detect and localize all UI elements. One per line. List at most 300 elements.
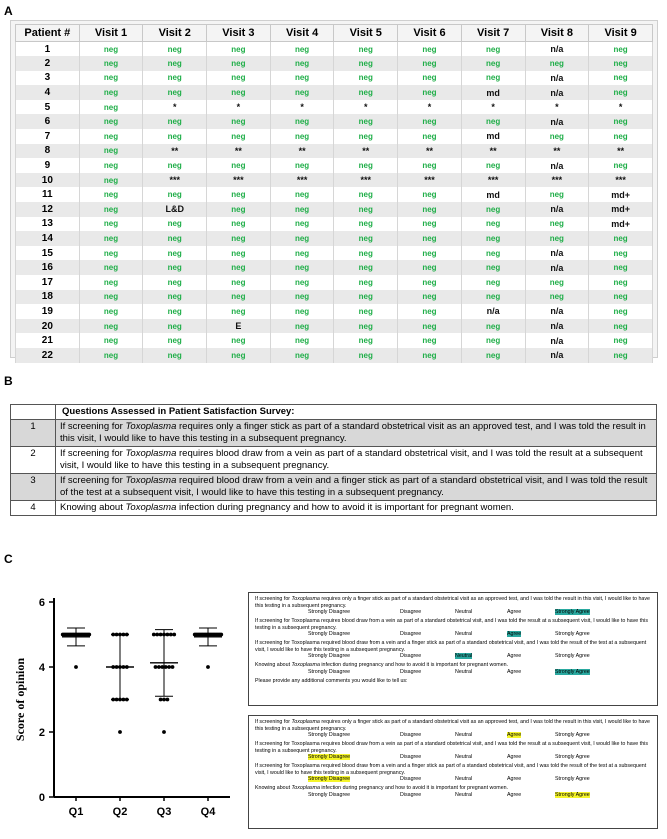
visit-result-cell: neg <box>143 290 207 305</box>
visit-result-cell: neg <box>461 275 525 290</box>
patient-id-cell: 8 <box>16 144 80 159</box>
survey-option-slot <box>307 631 399 638</box>
visit-result-cell: md+ <box>589 217 653 232</box>
survey-option[interactable]: Strongly Agree <box>555 776 590 782</box>
survey-option[interactable]: Strongly Agree <box>555 754 590 760</box>
visit-result-cell: neg <box>334 275 398 290</box>
visit-result-cell: neg <box>143 217 207 232</box>
visit-result-cell: neg <box>334 85 398 100</box>
survey-options <box>255 653 651 660</box>
visit-result-cell: neg <box>398 319 462 334</box>
visit-result-cell: neg <box>79 158 143 173</box>
visit-result-cell: neg <box>143 129 207 144</box>
survey-option-slot <box>399 609 454 616</box>
visit-result-cell: neg <box>334 246 398 261</box>
data-point <box>171 665 175 669</box>
visit-result-cell: neg <box>589 275 653 290</box>
visit-results-header-row <box>16 25 653 42</box>
survey-question-pre: If screening for <box>255 618 292 624</box>
data-point <box>155 633 159 637</box>
visit-result-cell: ** <box>207 144 271 159</box>
survey-question-organism: Toxoplasma <box>291 596 320 602</box>
survey-option-slot <box>554 732 614 739</box>
survey-questions-table <box>10 404 657 516</box>
survey-option-slot <box>454 776 506 783</box>
survey-option-slot <box>307 609 399 616</box>
survey-option[interactable]: Strongly Agree <box>555 732 590 738</box>
survey-option[interactable]: Agree <box>507 754 522 760</box>
survey-question <box>255 719 651 739</box>
patient-id-cell: 1 <box>16 42 80 57</box>
survey-option[interactable]: Disagree <box>400 668 422 675</box>
visit-result-cell: neg <box>334 260 398 275</box>
table-row <box>11 501 657 516</box>
visit-result-cell: n/a <box>525 304 589 319</box>
visit-table-header-8: Visit 8 <box>525 25 589 42</box>
visit-result-cell: ** <box>461 144 525 159</box>
survey-options <box>255 669 651 676</box>
visit-result-cell: neg <box>398 217 462 232</box>
table-row <box>16 85 653 100</box>
question-text-organism: Toxoplasma <box>125 475 177 486</box>
visit-result-cell: neg <box>334 187 398 202</box>
survey-question-text <box>255 596 651 609</box>
visit-result-cell: neg <box>207 158 271 173</box>
visit-result-cell: neg <box>334 158 398 173</box>
visit-result-cell: *** <box>461 173 525 188</box>
visit-result-cell: neg <box>79 348 143 363</box>
survey-option-slot <box>506 776 554 783</box>
table-row <box>16 202 653 217</box>
visit-result-cell: neg <box>334 56 398 71</box>
visit-result-cell: neg <box>334 231 398 246</box>
data-point <box>162 698 166 702</box>
visit-table-header-2: Visit 2 <box>143 25 207 42</box>
survey-option-slot <box>399 669 454 676</box>
visit-result-cell: neg <box>143 85 207 100</box>
visit-result-cell: neg <box>334 114 398 129</box>
visit-result-cell: neg <box>398 231 462 246</box>
panel-label-a: A <box>4 4 13 18</box>
data-point <box>166 633 170 637</box>
survey-option-slot <box>454 653 506 660</box>
survey-option-slot <box>307 776 399 783</box>
visit-result-cell: n/a <box>525 246 589 261</box>
survey-option[interactable]: Strongly Agree <box>555 631 590 637</box>
visit-result-cell: * <box>398 100 462 115</box>
visit-result-cell: neg <box>207 246 271 261</box>
opinion-score-chart <box>8 590 240 835</box>
visit-result-cell: neg <box>79 114 143 129</box>
visit-result-cell: ** <box>525 144 589 159</box>
survey-option[interactable]: Agree <box>507 609 522 615</box>
visit-result-cell: neg <box>143 275 207 290</box>
table-row <box>16 231 653 246</box>
survey-option[interactable]: Neutral <box>455 791 473 798</box>
survey-question <box>255 741 651 761</box>
survey-option[interactable]: Neutral <box>455 668 473 675</box>
survey-option-selected[interactable]: Agree <box>507 631 522 637</box>
visit-table-header-6: Visit 6 <box>398 25 462 42</box>
visit-result-cell: neg <box>270 333 334 348</box>
table-row <box>16 42 653 57</box>
data-point <box>152 633 156 637</box>
survey-option-selected[interactable]: Neutral <box>455 653 473 659</box>
visit-result-cell: md <box>461 85 525 100</box>
visit-result-cell: neg <box>270 290 334 305</box>
visit-result-cell: neg <box>207 304 271 319</box>
question-text-pre: Knowing about <box>60 502 126 513</box>
survey-option-slot <box>399 776 454 783</box>
visit-result-cell: neg <box>525 187 589 202</box>
visit-result-cell: neg <box>79 100 143 115</box>
survey-option[interactable]: Agree <box>507 791 522 798</box>
visit-result-cell: neg <box>461 231 525 246</box>
visit-result-cell: n/a <box>525 71 589 86</box>
visit-result-cell: *** <box>207 173 271 188</box>
survey-question <box>255 596 651 616</box>
survey-options <box>255 792 651 799</box>
visit-result-cell: neg <box>334 129 398 144</box>
table-row <box>16 187 653 202</box>
visit-result-cell: neg <box>207 114 271 129</box>
panel-label-c: C <box>4 552 13 566</box>
visit-result-cell: * <box>589 100 653 115</box>
visit-result-cell: neg <box>525 275 589 290</box>
visit-result-cell: neg <box>398 42 462 57</box>
question-number: 4 <box>11 501 56 516</box>
visit-result-cell: neg <box>207 290 271 305</box>
patient-id-cell: 18 <box>16 290 80 305</box>
question-text-pre: If screening for <box>60 421 126 432</box>
visit-results-body <box>16 42 653 363</box>
patient-id-cell: 20 <box>16 319 80 334</box>
survey-question-text <box>255 618 651 631</box>
patient-id-cell: 13 <box>16 217 80 232</box>
visit-result-cell: neg <box>207 85 271 100</box>
question-number: 2 <box>11 447 56 474</box>
visit-result-cell: neg <box>334 290 398 305</box>
survey-option[interactable]: Agree <box>507 653 522 659</box>
survey-option-slot <box>399 754 454 761</box>
survey-options <box>255 754 651 761</box>
patient-id-cell: 14 <box>16 231 80 246</box>
visit-result-cell: neg <box>525 231 589 246</box>
survey-option-slot <box>454 792 506 799</box>
visit-result-cell: *** <box>334 173 398 188</box>
survey-questions-header: Questions Assessed in Patient Satisfaction Survey: <box>56 405 657 420</box>
survey-option[interactable]: Strongly Disagree <box>308 791 351 798</box>
patient-id-cell: 16 <box>16 260 80 275</box>
patient-id-cell: 6 <box>16 114 80 129</box>
data-point <box>154 665 158 669</box>
survey-option[interactable]: Disagree <box>400 653 422 659</box>
visit-result-cell: neg <box>461 202 525 217</box>
survey-option[interactable]: Strongly Disagree <box>308 609 351 615</box>
patient-id-cell: 3 <box>16 71 80 86</box>
survey-option-selected[interactable]: Strongly Agree <box>555 668 590 675</box>
visit-result-cell: neg <box>270 260 334 275</box>
visit-result-cell: neg <box>398 246 462 261</box>
table-row <box>16 260 653 275</box>
patient-id-cell: 9 <box>16 158 80 173</box>
visit-results-table-container <box>10 20 658 361</box>
visit-result-cell: neg <box>270 319 334 334</box>
visit-result-cell: neg <box>334 42 398 57</box>
survey-option[interactable]: Neutral <box>455 631 473 637</box>
survey-option[interactable]: Strongly Disagree <box>308 653 351 659</box>
data-point <box>159 633 163 637</box>
survey-option[interactable]: Disagree <box>400 631 422 637</box>
survey-option-slot <box>307 792 399 799</box>
survey-option-slot <box>454 609 506 616</box>
survey-option[interactable]: Disagree <box>400 776 422 782</box>
survey-question <box>255 763 651 783</box>
visit-result-cell: n/a <box>525 158 589 173</box>
visit-result-cell: neg <box>589 348 653 363</box>
visit-result-cell: ** <box>270 144 334 159</box>
visit-result-cell: neg <box>79 246 143 261</box>
patient-id-cell: 21 <box>16 333 80 348</box>
visit-result-cell: neg <box>589 231 653 246</box>
x-tick-label: Q4 <box>200 806 216 818</box>
visit-result-cell: neg <box>143 348 207 363</box>
visit-result-cell: neg <box>525 56 589 71</box>
table-row <box>16 129 653 144</box>
survey-question-organism: Toxoplasma <box>291 719 320 725</box>
visit-result-cell: neg <box>143 187 207 202</box>
survey-option[interactable]: Neutral <box>455 754 473 760</box>
survey-question-pre: If screening for <box>255 596 292 602</box>
visit-result-cell: neg <box>461 319 525 334</box>
survey-options <box>255 609 651 616</box>
visit-table-header-9: Visit 9 <box>589 25 653 42</box>
visit-result-cell: neg <box>79 217 143 232</box>
visit-result-cell: neg <box>79 290 143 305</box>
visit-result-cell: neg <box>207 260 271 275</box>
visit-result-cell: *** <box>143 173 207 188</box>
survey-question-pre: If screening for <box>255 719 292 725</box>
survey-option-slot <box>506 631 554 638</box>
visit-result-cell: neg <box>79 71 143 86</box>
survey-option-slot <box>506 792 554 799</box>
survey-option[interactable]: Strongly Disagree <box>308 668 351 675</box>
table-row <box>16 246 653 261</box>
survey-option[interactable]: Neutral <box>455 732 473 738</box>
y-tick-label: 0 <box>38 792 45 804</box>
question-text-post: required blood draw from a vein and a finger stick as part of a standard obstetrical visit, and I was told the result of the test at a subsequent visit, I would like to have this testing in a subsequent pregnancy. <box>60 475 648 498</box>
question-number: 1 <box>11 420 56 447</box>
visit-result-cell: neg <box>398 333 462 348</box>
survey-option-selected[interactable]: Strongly Disagree <box>308 754 351 760</box>
question-text-pre: If screening for <box>60 448 126 459</box>
visit-result-cell: neg <box>334 304 398 319</box>
visit-result-cell: neg <box>589 56 653 71</box>
visit-result-cell: neg <box>398 260 462 275</box>
survey-option[interactable]: Agree <box>507 776 522 782</box>
visit-result-cell: neg <box>270 158 334 173</box>
x-tick-label: Q1 <box>68 806 84 818</box>
survey-option-slot <box>554 669 614 676</box>
visit-result-cell: neg <box>79 319 143 334</box>
survey-question-pre: If screening for <box>255 763 292 769</box>
visit-result-cell: * <box>525 100 589 115</box>
survey-option-slot <box>454 732 506 739</box>
survey-option-slot <box>307 669 399 676</box>
question-text-pre: If screening for <box>60 475 126 486</box>
survey-option[interactable]: Neutral <box>455 776 473 782</box>
visit-result-cell: neg <box>461 114 525 129</box>
survey-question-pre: If screening for <box>255 640 292 646</box>
survey-question-text <box>255 763 651 776</box>
survey-option[interactable]: Disagree <box>400 791 422 798</box>
survey-option[interactable]: Disagree <box>400 754 422 760</box>
visit-result-cell: neg <box>79 304 143 319</box>
visit-result-cell: E <box>207 319 271 334</box>
survey-question-post: Toxoplasma requires blood draw from a vein as part of a standard obstetrical visit, and I was told the result at a subsequent visit, I would like to have this testing in a subsequent pregnancy. <box>255 618 648 631</box>
survey-option[interactable]: Disagree <box>400 732 422 738</box>
visit-result-cell: neg <box>270 129 334 144</box>
survey-question-text <box>255 719 651 732</box>
data-point <box>206 665 210 669</box>
survey-option-slot <box>506 653 554 660</box>
visit-result-cell: neg <box>334 71 398 86</box>
visit-result-cell: neg <box>270 348 334 363</box>
data-point <box>219 633 223 637</box>
survey-option-selected[interactable]: Strongly Agree <box>555 609 590 615</box>
table-row <box>16 158 653 173</box>
survey-option-slot <box>399 792 454 799</box>
survey-option-slot <box>307 732 399 739</box>
visit-result-cell: L&D <box>143 202 207 217</box>
survey-question-post: Toxoplasma required blood draw from a vein and a finger stick as part of a standard obstetrical visit, and I was told the result of the test at a subsequent visit, I would like to have this testing in a subsequent pregnancy. <box>255 640 647 653</box>
survey-option-selected[interactable]: Strongly Disagree <box>308 776 351 782</box>
survey-option[interactable]: Disagree <box>400 609 422 615</box>
visit-result-cell: neg <box>207 202 271 217</box>
visit-result-cell: neg <box>143 304 207 319</box>
survey-option-slot <box>554 754 614 761</box>
visit-result-cell: neg <box>270 114 334 129</box>
survey-option[interactable]: Agree <box>507 668 522 675</box>
visit-result-cell: ** <box>589 144 653 159</box>
survey-option[interactable]: Strongly Disagree <box>308 631 351 637</box>
visit-result-cell: neg <box>461 348 525 363</box>
question-text-organism: Toxoplasma <box>125 421 177 432</box>
survey-option-slot <box>307 754 399 761</box>
visit-result-cell: neg <box>398 114 462 129</box>
data-point <box>166 698 170 702</box>
table-row <box>11 420 657 447</box>
visit-result-cell: neg <box>270 56 334 71</box>
visit-result-cell: neg <box>79 260 143 275</box>
table-row <box>16 290 653 305</box>
question-text-organism: Toxoplasma <box>125 448 177 459</box>
visit-result-cell: neg <box>79 144 143 159</box>
visit-result-cell: neg <box>334 333 398 348</box>
visit-result-cell: neg <box>207 129 271 144</box>
visit-result-cell: neg <box>589 260 653 275</box>
table-row <box>16 319 653 334</box>
survey-questions-body <box>11 420 657 516</box>
patient-id-cell: 19 <box>16 304 80 319</box>
survey-option-slot <box>506 609 554 616</box>
survey-question-post: requires only a finger stick as part of a standard obstetrical visit as an approved test, and I was told the result in this visit, I would like to have this testing in a subsequent pregnancy. <box>255 719 650 732</box>
data-point <box>118 730 122 734</box>
survey-option-slot <box>554 776 614 783</box>
data-point <box>74 665 78 669</box>
table-row <box>16 100 653 115</box>
survey-comments-prompt: Please provide any additional comments you would like to tell us: <box>255 677 408 684</box>
survey-question-post: Toxoplasma required blood draw from a vein and a finger stick as part of a standard obstetrical visit, and I was told the result of the test at a subsequent visit, I would like to have this testing in a subsequent pregnancy. <box>255 763 647 776</box>
visit-result-cell: n/a <box>525 319 589 334</box>
visit-result-cell: neg <box>143 231 207 246</box>
visit-table-header-3: Visit 3 <box>207 25 271 42</box>
patient-id-cell: 11 <box>16 187 80 202</box>
visit-result-cell: neg <box>79 333 143 348</box>
visit-result-cell: n/a <box>525 85 589 100</box>
visit-result-cell: * <box>334 100 398 115</box>
visit-result-cell: neg <box>461 56 525 71</box>
table-row <box>16 275 653 290</box>
visit-result-cell: neg <box>589 304 653 319</box>
visit-result-cell: neg <box>398 129 462 144</box>
survey-option[interactable]: Neutral <box>455 609 473 615</box>
survey-question-post: infection during pregnancy and how to avoid it is important for pregnant women. <box>319 785 509 791</box>
survey-option[interactable]: Strongly Agree <box>555 653 590 659</box>
table-row <box>16 71 653 86</box>
visit-result-cell: neg <box>398 348 462 363</box>
visit-result-cell: neg <box>207 56 271 71</box>
visit-result-cell: neg <box>334 319 398 334</box>
y-axis-label: Score of opinion <box>13 657 27 742</box>
visit-result-cell: neg <box>270 42 334 57</box>
table-row <box>16 333 653 348</box>
visit-result-cell: neg <box>207 333 271 348</box>
survey-option-selected[interactable]: Agree <box>507 732 522 738</box>
visit-result-cell: neg <box>461 246 525 261</box>
visit-result-cell: neg <box>79 85 143 100</box>
visit-result-cell: n/a <box>461 304 525 319</box>
table-row <box>16 114 653 129</box>
survey-question-post: requires only a finger stick as part of a standard obstetrical visit as an approved test, and I was told the result in this visit, I would like to have this testing in a subsequent pregnancy. <box>255 596 650 609</box>
visit-result-cell: neg <box>461 333 525 348</box>
visit-result-cell: * <box>270 100 334 115</box>
survey-option-slot <box>399 653 454 660</box>
table-row <box>16 217 653 232</box>
visit-result-cell: neg <box>334 217 398 232</box>
table-row <box>16 304 653 319</box>
visit-result-cell: neg <box>270 187 334 202</box>
visit-result-cell: neg <box>398 158 462 173</box>
visit-result-cell: neg <box>207 348 271 363</box>
visit-result-cell: neg <box>525 290 589 305</box>
survey-option[interactable]: Strongly Disagree <box>308 732 351 738</box>
visit-result-cell: neg <box>398 71 462 86</box>
question-text-post: requires blood draw from a vein as part of a standard obstetrical visit, and I was told the result at a subsequent visit, I would like to have this testing in a subsequent pregnancy. <box>60 448 643 471</box>
visit-result-cell: neg <box>143 319 207 334</box>
table-row <box>16 56 653 71</box>
visit-result-cell: neg <box>79 129 143 144</box>
visit-result-cell: neg <box>207 231 271 246</box>
visit-result-cell: ** <box>143 144 207 159</box>
question-text-organism: Toxoplasma <box>125 502 177 513</box>
visit-result-cell: n/a <box>525 202 589 217</box>
visit-result-cell: neg <box>398 85 462 100</box>
visit-result-cell: neg <box>270 275 334 290</box>
survey-option-slot <box>506 732 554 739</box>
visit-result-cell: * <box>461 100 525 115</box>
survey-option-selected[interactable]: Strongly Agree <box>555 791 590 798</box>
